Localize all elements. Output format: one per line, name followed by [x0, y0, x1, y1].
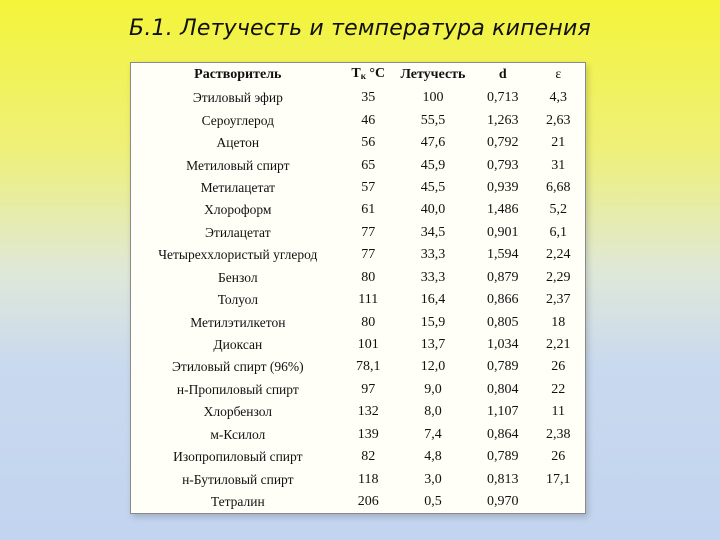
cell-epsilon: 2,63 — [546, 112, 571, 128]
data-table-container — [130, 62, 586, 514]
table-row — [131, 154, 585, 176]
cell-density: 0,939 — [487, 179, 519, 195]
table-row — [131, 109, 585, 131]
cell-solvent: Диоксан — [213, 337, 263, 353]
table-row — [131, 132, 585, 154]
cell-volatility: 40,0 — [420, 202, 446, 218]
header-tk-main: T — [351, 66, 361, 81]
header-boiling-temp — [345, 63, 392, 87]
cell-solvent: н-Пропиловый спирт — [176, 381, 299, 397]
cell-solvent: Этилацетат — [205, 224, 271, 240]
table-row — [131, 424, 585, 446]
cell-epsilon: 2,38 — [546, 426, 571, 442]
cell-density: 0,813 — [487, 471, 519, 487]
cell-boiling-temp: 118 — [358, 471, 379, 487]
cell-density: 0,713 — [487, 90, 519, 106]
cell-solvent: Тетралин — [210, 494, 265, 510]
cell-density: 0,793 — [487, 157, 519, 173]
cell-solvent: Метиловый спирт — [186, 157, 290, 173]
cell-epsilon: 26 — [551, 359, 566, 375]
cell-volatility: 4,8 — [424, 449, 442, 465]
cell-epsilon: 2,21 — [546, 337, 571, 353]
cell-volatility: 33,3 — [420, 247, 446, 263]
cell-boiling-temp: 65 — [361, 157, 376, 173]
cell-boiling-temp: 77 — [361, 247, 376, 263]
cell-boiling-temp: 61 — [361, 202, 376, 218]
cell-density: 0,792 — [487, 135, 519, 151]
cell-density: 1,594 — [487, 247, 519, 263]
table-row — [131, 491, 585, 513]
cell-boiling-temp: 206 — [357, 494, 379, 510]
cell-epsilon: 6,1 — [549, 224, 568, 240]
table-row — [131, 244, 585, 266]
cell-solvent: Изопропиловый спирт — [173, 449, 303, 465]
cell-epsilon: 31 — [551, 157, 566, 173]
cell-boiling-temp: 77 — [361, 224, 376, 240]
cell-epsilon: 2,29 — [546, 269, 571, 285]
cell-solvent: Бензол — [218, 269, 258, 285]
table-row — [131, 267, 585, 289]
cell-epsilon: 11 — [551, 404, 566, 420]
cell-volatility: 15,9 — [420, 314, 446, 330]
cell-volatility: 33,3 — [420, 269, 446, 285]
header-solvent: Растворитель — [194, 67, 282, 82]
cell-volatility: 7,4 — [424, 426, 442, 442]
cell-boiling-temp: 78,1 — [356, 359, 381, 375]
cell-boiling-temp: 57 — [361, 179, 376, 195]
cell-density: 0,970 — [487, 494, 519, 510]
header-epsilon: ε — [555, 67, 562, 82]
table-row — [131, 87, 585, 109]
cell-volatility: 8,0 — [424, 404, 442, 420]
cell-epsilon: 6,68 — [546, 179, 571, 195]
cell-volatility: 100 — [422, 90, 444, 106]
cell-epsilon: 18 — [551, 314, 566, 330]
cell-solvent: Хлорбензол — [203, 404, 273, 420]
table-header-row — [131, 63, 585, 87]
cell-volatility: 34,5 — [420, 224, 446, 240]
cell-density: 0,804 — [487, 381, 519, 397]
cell-density: 0,866 — [487, 292, 519, 308]
cell-solvent: Этиловый спирт (96%) — [172, 359, 304, 375]
cell-density: 0,864 — [487, 426, 519, 442]
table-row — [131, 289, 585, 311]
cell-density: 0,879 — [487, 269, 519, 285]
cell-volatility: 45,5 — [420, 179, 446, 195]
cell-density: 0,789 — [487, 449, 519, 465]
table-body — [131, 87, 585, 513]
cell-boiling-temp: 101 — [357, 337, 379, 353]
cell-epsilon: 21 — [551, 135, 566, 151]
cell-volatility: 13,7 — [420, 337, 446, 353]
volatility-table — [131, 63, 585, 513]
cell-solvent: Этиловый эфир — [192, 90, 283, 106]
cell-epsilon: 22 — [551, 381, 566, 397]
table-row — [131, 222, 585, 244]
cell-volatility: 47,6 — [420, 135, 446, 151]
cell-density: 1,107 — [487, 404, 519, 420]
slide-title: Б.1. Летучесть и температура кипения — [129, 16, 591, 41]
cell-solvent: Метилэтилкетон — [190, 314, 286, 330]
table-row — [131, 446, 585, 468]
table-row — [131, 356, 585, 378]
cell-epsilon: 26 — [551, 449, 566, 465]
cell-boiling-temp: 82 — [361, 449, 376, 465]
cell-solvent: Сероуглерод — [201, 112, 275, 128]
cell-density: 1,034 — [487, 337, 519, 353]
cell-volatility: 0,5 — [424, 494, 442, 510]
cell-epsilon: 17,1 — [546, 471, 571, 487]
cell-volatility: 16,4 — [420, 292, 446, 308]
cell-volatility: 12,0 — [420, 359, 446, 375]
cell-density: 1,263 — [487, 112, 519, 128]
cell-volatility: 3,0 — [424, 471, 442, 487]
table-row — [131, 401, 585, 423]
cell-solvent: Четыреххлористый углерод — [158, 247, 318, 263]
cell-solvent: Метилацетат — [200, 179, 276, 195]
cell-boiling-temp: 80 — [361, 269, 376, 285]
cell-epsilon: 2,37 — [546, 292, 571, 308]
cell-density: 1,486 — [487, 202, 519, 218]
cell-solvent: м-Ксилол — [210, 426, 266, 442]
cell-boiling-temp: 132 — [357, 404, 379, 420]
cell-boiling-temp: 80 — [361, 314, 376, 330]
table-row — [131, 468, 585, 490]
cell-volatility: 55,5 — [420, 112, 446, 128]
cell-epsilon — [532, 491, 585, 513]
header-volatility: Летучесть — [400, 67, 466, 82]
cell-epsilon: 2,24 — [546, 247, 571, 263]
table-row — [131, 311, 585, 333]
table-row — [131, 199, 585, 221]
cell-solvent: Толуол — [217, 292, 258, 308]
cell-solvent: Хлороформ — [204, 202, 272, 218]
table-row — [131, 379, 585, 401]
header-density: d — [498, 67, 507, 82]
header-tk-sub: к — [360, 71, 366, 81]
cell-boiling-temp: 56 — [361, 135, 376, 151]
cell-boiling-temp: 46 — [361, 112, 376, 128]
cell-boiling-temp: 111 — [358, 292, 379, 308]
cell-density: 0,805 — [487, 314, 519, 330]
cell-boiling-temp: 139 — [357, 426, 379, 442]
cell-boiling-temp: 35 — [361, 90, 376, 106]
header-tk-unit: °C — [365, 66, 386, 81]
cell-density: 0,789 — [487, 359, 519, 375]
cell-density: 0,901 — [487, 224, 519, 240]
cell-solvent: н-Бутиловый спирт — [182, 471, 294, 487]
cell-volatility: 9,0 — [424, 381, 442, 397]
cell-solvent: Ацетон — [216, 135, 260, 151]
cell-epsilon: 4,3 — [549, 90, 568, 106]
table-row — [131, 334, 585, 356]
cell-epsilon: 5,2 — [549, 202, 568, 218]
cell-volatility: 45,9 — [420, 157, 446, 173]
table-row — [131, 177, 585, 199]
cell-boiling-temp: 97 — [361, 381, 376, 397]
